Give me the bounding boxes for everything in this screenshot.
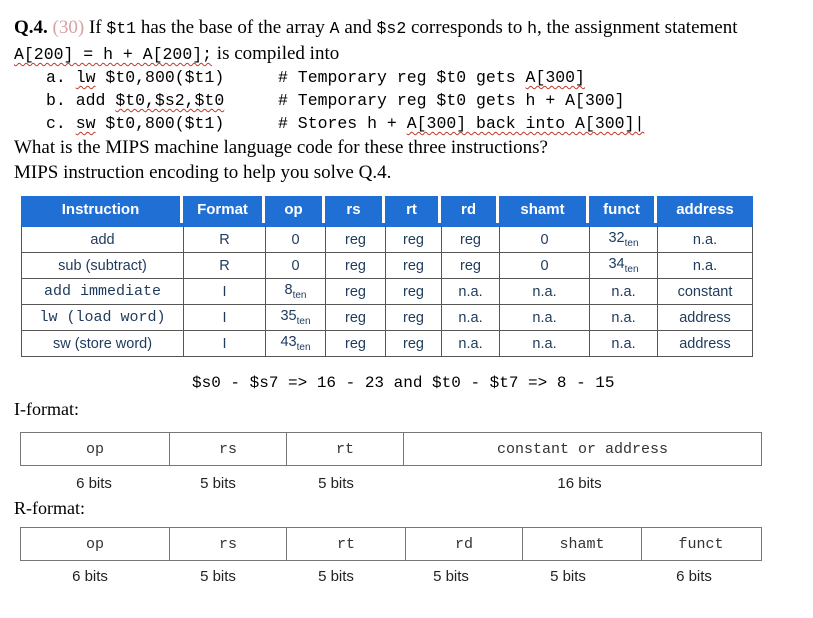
header-rd: rd bbox=[441, 196, 499, 223]
question-text: is compiled into bbox=[216, 43, 340, 64]
assignment-statement: A[200] = h + A[200]; bbox=[14, 45, 213, 64]
cell-format: R bbox=[183, 223, 265, 253]
code-comment-tail: A[300] back into A[300]| bbox=[406, 114, 645, 133]
question-text: If bbox=[88, 17, 102, 38]
code-comment: # Temporary reg $t0 gets h + A[300] bbox=[278, 91, 625, 110]
cell-address: constant bbox=[657, 279, 753, 305]
cell-funct: n.a. bbox=[589, 305, 657, 331]
cell-rs: reg bbox=[325, 279, 385, 305]
op-value: 35 bbox=[280, 308, 297, 324]
var-h: h bbox=[527, 19, 537, 38]
funct-subscript: ten bbox=[624, 238, 639, 249]
r-bits-rt: 5 bits bbox=[318, 568, 354, 585]
header-instruction: Instruction bbox=[21, 196, 183, 223]
cell-rd: n.a. bbox=[441, 305, 499, 331]
r-format-label: R-format: bbox=[14, 498, 85, 518]
op-subscript: ten bbox=[292, 290, 307, 301]
i-format-label: I-format: bbox=[14, 399, 79, 419]
cell-address: address bbox=[657, 331, 753, 357]
help-text: MIPS instruction encoding to help you solve Q.4. bbox=[14, 162, 392, 183]
question-prompt: What is the MIPS machine language code for these three instructions? bbox=[14, 137, 548, 158]
reg-t1: $t1 bbox=[106, 19, 137, 38]
cell-instruction: sw (store word) bbox=[21, 331, 183, 357]
cell-op: 0 bbox=[265, 223, 325, 253]
code-comment-tail: A[300] bbox=[525, 68, 585, 87]
table-row bbox=[21, 253, 753, 279]
register-mapping-note: $s0 - $s7 => 16 - 23 and $t0 - $t7 => 8 - 15 bbox=[192, 374, 615, 392]
cell-op bbox=[265, 279, 325, 305]
question-text: corresponds to bbox=[410, 17, 523, 38]
cell-rt: reg bbox=[385, 279, 441, 305]
header-format: Format bbox=[183, 196, 265, 223]
cell-instruction: add bbox=[21, 223, 183, 253]
cell-address: n.a. bbox=[657, 223, 753, 253]
header-op: op bbox=[265, 196, 325, 223]
code-line-a bbox=[46, 68, 224, 87]
cell-address: n.a. bbox=[657, 253, 753, 279]
header-rs: rs bbox=[325, 196, 385, 223]
table-header-row bbox=[21, 196, 753, 223]
question-text: and bbox=[344, 17, 372, 38]
code-op: sw bbox=[75, 114, 96, 133]
r-bits-rd: 5 bits bbox=[433, 568, 469, 585]
question-text: has the base of the array bbox=[140, 17, 325, 38]
cell-rd: n.a. bbox=[441, 331, 499, 357]
mips-encoding-table bbox=[21, 196, 753, 357]
funct-value: 32 bbox=[608, 230, 625, 246]
instr-text: lw (load word) bbox=[39, 309, 166, 326]
r-field-rt: rt bbox=[286, 528, 405, 560]
question-number: Q.4. bbox=[14, 17, 48, 38]
cell-rd: reg bbox=[441, 223, 499, 253]
r-bits-rs: 5 bits bbox=[200, 568, 236, 585]
cell-format: I bbox=[183, 305, 265, 331]
code-label: c. bbox=[46, 114, 76, 133]
question-points: (30) bbox=[52, 17, 85, 38]
table-row bbox=[21, 223, 753, 253]
code-args: $t0,800($t1) bbox=[95, 114, 225, 133]
op-subscript: ten bbox=[296, 342, 311, 353]
code-comment-a bbox=[278, 68, 585, 87]
reg-s2: $s2 bbox=[376, 19, 407, 38]
cell-op: 0 bbox=[265, 253, 325, 279]
header-funct: funct bbox=[589, 196, 657, 223]
code-label: b. add bbox=[46, 91, 116, 110]
cell-op bbox=[265, 305, 325, 331]
cell-shamt: 0 bbox=[499, 253, 589, 279]
cell-op bbox=[265, 331, 325, 357]
r-bits-op: 6 bits bbox=[72, 568, 108, 585]
cell-instruction: sub (subtract) bbox=[21, 253, 183, 279]
cell-rs: reg bbox=[325, 253, 385, 279]
r-field-rd: rd bbox=[405, 528, 522, 560]
op-subscript: ten bbox=[296, 316, 311, 327]
cell-format: I bbox=[183, 279, 265, 305]
op-value: 43 bbox=[280, 334, 297, 350]
cell-shamt: 0 bbox=[499, 223, 589, 253]
i-bits-rt: 5 bits bbox=[318, 475, 354, 492]
i-field-rs: rs bbox=[169, 433, 286, 465]
cell-rd: reg bbox=[441, 253, 499, 279]
cell-shamt: n.a. bbox=[499, 331, 589, 357]
r-bits-shamt: 5 bits bbox=[550, 568, 586, 585]
code-line-b bbox=[46, 91, 224, 110]
cell-funct bbox=[589, 223, 657, 253]
i-bits-rs: 5 bits bbox=[200, 475, 236, 492]
i-format-diagram bbox=[20, 432, 762, 466]
funct-subscript: ten bbox=[624, 264, 639, 275]
cell-address: address bbox=[657, 305, 753, 331]
cell-rs: reg bbox=[325, 331, 385, 357]
cell-rs: reg bbox=[325, 223, 385, 253]
question-title bbox=[14, 17, 738, 39]
r-field-rs: rs bbox=[169, 528, 286, 560]
i-field-rt: rt bbox=[286, 433, 403, 465]
header-shamt: shamt bbox=[499, 196, 589, 223]
r-format-diagram bbox=[20, 527, 762, 561]
r-field-shamt: shamt bbox=[522, 528, 641, 560]
code-args: $t0,800($t1) bbox=[95, 68, 225, 87]
code-comment: # Stores h + bbox=[278, 114, 407, 133]
i-bits-address: 16 bits bbox=[557, 475, 602, 492]
header-address: address bbox=[657, 196, 753, 223]
code-comment-c bbox=[278, 114, 644, 133]
table-row bbox=[21, 331, 753, 357]
cell-funct: n.a. bbox=[589, 279, 657, 305]
op-value: 8 bbox=[284, 282, 293, 298]
cell-funct: n.a. bbox=[589, 331, 657, 357]
cell-format: R bbox=[183, 253, 265, 279]
r-bits-funct: 6 bits bbox=[676, 568, 712, 585]
code-comment-b bbox=[278, 91, 625, 110]
cell-instruction bbox=[21, 305, 183, 331]
cell-format: I bbox=[183, 331, 265, 357]
cell-shamt: n.a. bbox=[499, 279, 589, 305]
cell-rt: reg bbox=[385, 223, 441, 253]
cell-rs: reg bbox=[325, 305, 385, 331]
cell-instruction: add immediate bbox=[21, 279, 183, 305]
code-op: $t0,$s2,$t0 bbox=[115, 91, 225, 110]
table-row bbox=[21, 279, 753, 305]
question-text: , the assignment statement bbox=[536, 17, 738, 38]
array-a: A bbox=[329, 19, 340, 38]
code-comment: # Temporary reg $t0 gets bbox=[278, 68, 526, 87]
header-rt: rt bbox=[385, 196, 441, 223]
code-op: lw bbox=[75, 68, 96, 87]
cell-rt: reg bbox=[385, 253, 441, 279]
r-field-op: op bbox=[85, 535, 104, 553]
cell-rt: reg bbox=[385, 331, 441, 357]
code-line-c bbox=[46, 114, 224, 133]
r-field-funct: funct bbox=[641, 528, 760, 560]
cell-funct bbox=[589, 253, 657, 279]
cell-rt: reg bbox=[385, 305, 441, 331]
i-bits-op: 6 bits bbox=[76, 475, 112, 492]
table-row bbox=[21, 305, 753, 331]
i-field-address: constant or address bbox=[403, 433, 761, 465]
funct-value: 34 bbox=[608, 256, 625, 272]
cell-rd: n.a. bbox=[441, 279, 499, 305]
statement-line bbox=[14, 43, 339, 65]
cell-shamt: n.a. bbox=[499, 305, 589, 331]
code-label: a. bbox=[46, 68, 76, 87]
i-field-op: op bbox=[85, 440, 104, 458]
